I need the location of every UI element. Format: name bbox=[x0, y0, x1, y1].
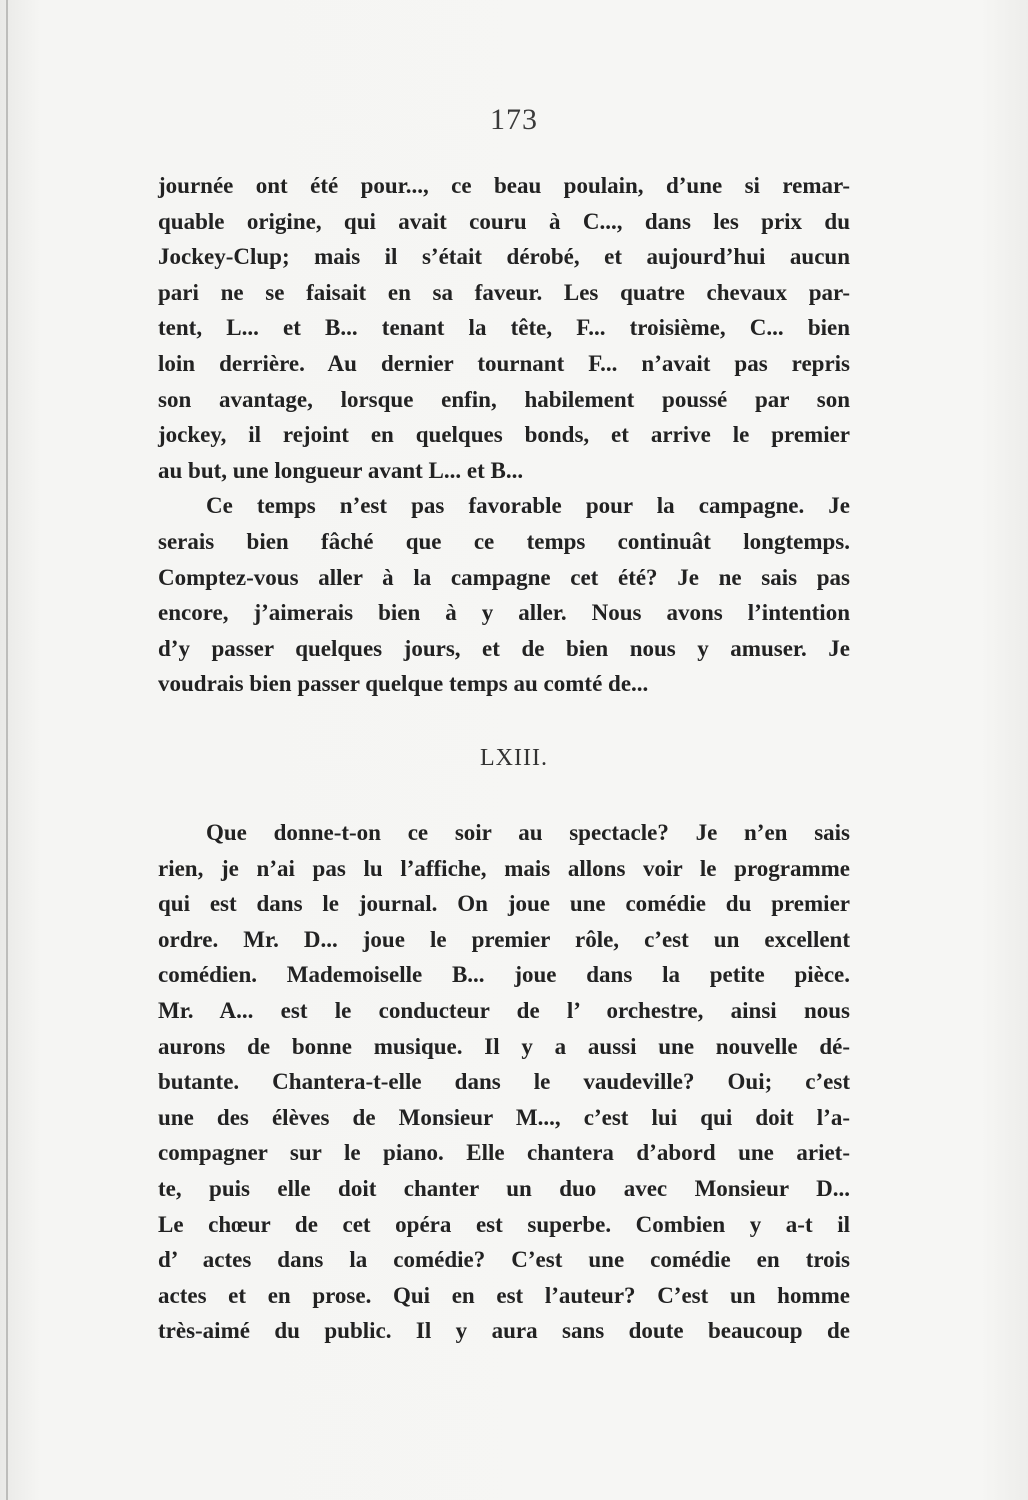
text-line: butante. Chantera-t-elle dans le vaudeville? Oui; c’est bbox=[158, 1069, 850, 1095]
text-line: Que donne-t-on ce soir au spectacle? Je n’en sais bbox=[206, 820, 850, 845]
text-line: rien, je n’ai pas lu l’affiche, mais allons voir le programme bbox=[158, 855, 850, 881]
text-line: serais bien fâché que ce temps continuât longtemps. bbox=[158, 528, 850, 554]
page-number: 173 bbox=[490, 103, 538, 136]
text-line: une des élèves de Monsieur M..., c’est lui qui doit l’a- bbox=[158, 1104, 850, 1130]
paragraph-spectacle bbox=[158, 815, 850, 1349]
text-line: jockey, il rejoint en quelques bonds, et arrive le premier bbox=[158, 422, 850, 448]
text-line: compagner sur le piano. Elle chantera d’abord une ariet- bbox=[158, 1140, 850, 1166]
text-line: te, puis elle doit chanter un duo avec Monsieur D... bbox=[158, 1175, 850, 1201]
text-line: actes et en prose. Qui en est l’auteur? C’est un homme bbox=[158, 1282, 850, 1308]
text-line: comédien. Mademoiselle B... joue dans la petite pièce. bbox=[158, 962, 850, 988]
text-line: Jockey-Clup; mais il s’était dérobé, et aujourd’hui aucun bbox=[158, 244, 850, 270]
text-line: encore, j’aimerais bien à y aller. Nous avons l’intention bbox=[158, 600, 850, 626]
text-line: aurons de bonne musique. Il y a aussi une nouvelle dé- bbox=[158, 1033, 850, 1059]
text-line: Mr. A... est le conducteur de l’ orchestre, ainsi nous bbox=[158, 997, 850, 1023]
text-line: voudrais bien passer quelque temps au comté de... bbox=[158, 671, 649, 697]
text-line: qui est dans le journal. On joue une comédie du premier bbox=[158, 891, 850, 917]
lower-text-block bbox=[158, 815, 850, 1349]
text-line: Comptez-vous aller à la campagne cet été? Je ne sais pas bbox=[158, 564, 850, 590]
text-line: quable origine, qui avait couru à C..., dans les prix du bbox=[158, 208, 850, 234]
section-heading: LXIII. bbox=[480, 745, 548, 771]
paragraph-continuation bbox=[158, 168, 850, 488]
text-line: pari ne se faisait en sa faveur. Les quatre chevaux par- bbox=[158, 279, 850, 305]
text-line: Le chœur de cet opéra est superbe. Combien y a-t il bbox=[158, 1211, 850, 1237]
text-line: loin derrière. Au dernier tournant F... n’avait pas repris bbox=[158, 350, 850, 376]
text-line: ordre. Mr. D... joue le premier rôle, c’est un excellent bbox=[158, 926, 850, 952]
text-line: Ce temps n’est pas favorable pour la campagne. Je bbox=[206, 493, 850, 519]
text-line: d’ actes dans la comédie? C’est une comédie en trois bbox=[158, 1247, 850, 1273]
text-line: son avantage, lorsque enfin, habilement poussé par son bbox=[158, 386, 850, 412]
text-line: au but, une longueur avant L... et B... bbox=[158, 457, 524, 483]
paragraph-weather bbox=[158, 488, 850, 702]
text-line: journée ont été pour..., ce beau poulain, d’une si remar- bbox=[158, 173, 850, 198]
text-line: tent, L... et B... tenant la tête, F... troisième, C... bien bbox=[158, 315, 850, 341]
text-line: très-aimé du public. Il y aura sans doute beaucoup de bbox=[158, 1318, 850, 1344]
upper-text-block bbox=[158, 168, 850, 702]
text-line: d’y passer quelques jours, et de bien nous y amuser. Je bbox=[158, 635, 850, 661]
